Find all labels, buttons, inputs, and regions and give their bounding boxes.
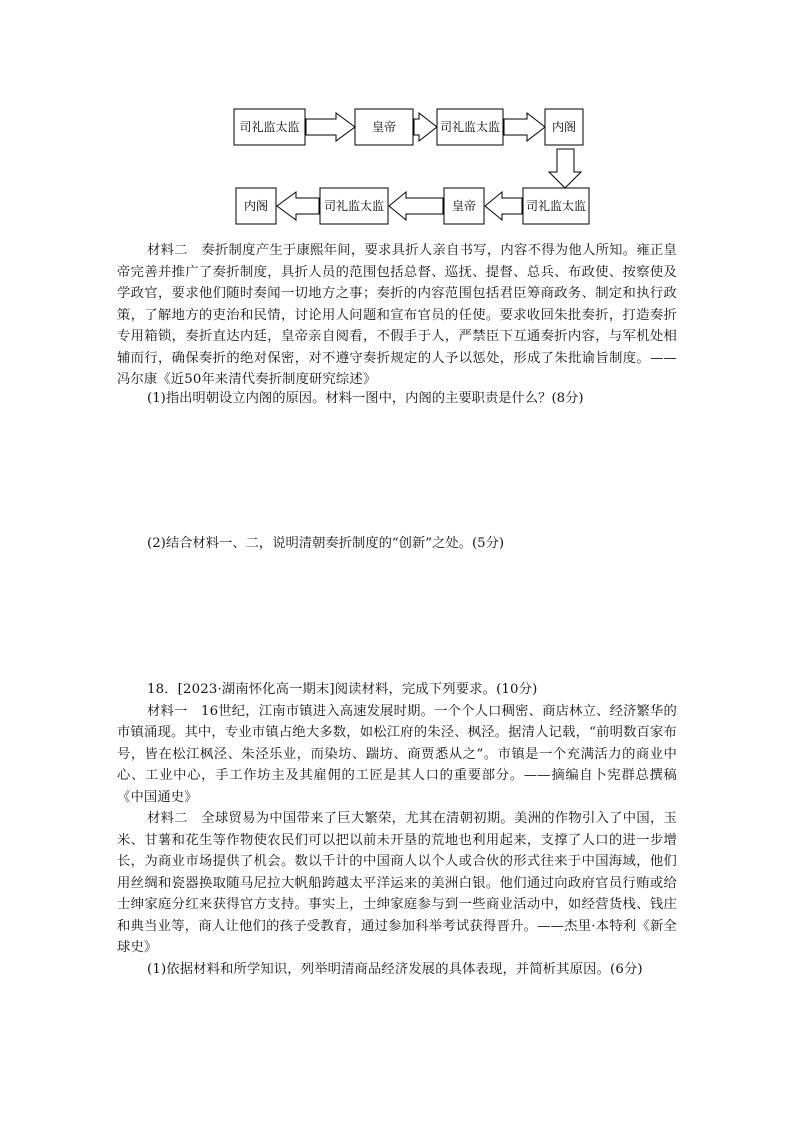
row1-box-4-label: 内阁 [551, 120, 577, 134]
row2-box-4-label: 司礼监太监 [525, 199, 587, 213]
q18-material-2: 材料二 全球贸易为中国带来了巨大繁荣，尤其在清朝初期。美洲的作物引入了中国，玉米、甘薯和花生等作物使农民们可以把以前未开垦的荒地也利用起来，支撑了人口的进一步增长，为商业市场提供了机会。数以千计的中国商人以个人或合伙的形式往来于中国海域，他们用丝绸和瓷器换取随马尼拉大帆船跨越太平洋运来的美洲白银。他们通过向政府官员行贿或给士绅家庭分红来获得官方支持。事实上，士绅家庭参与到一些商业活动中，如经营货栈、钱庄和典当业等，商人让他们的孩子受教育，通过参加科举考试获得晋升。——杰里·本特利《新全球史》 [117, 811, 677, 955]
row1-box-3-label: 司礼监太监 [439, 120, 501, 134]
question-2: (2)结合材料一、二，说明清朝奏折制度的“创新”之处。(5分) [147, 536, 505, 551]
row2-box-3 [444, 188, 484, 224]
arrow-down [549, 149, 581, 188]
row1-box-4 [545, 109, 583, 145]
arrow-left-3 [485, 192, 522, 220]
question-1: (1)指出明朝设立内阁的原因。材料一图中，内阁的主要职责是什么？(8分) [147, 391, 584, 406]
q18-material-1: 材料一 16世纪，江南市镇进入高速发展时期。一个个人口稠密、商店林立、经济繁华的市镇涌现。其中，专业市镇占绝大多数，如松江府的朱泾、枫泾。据清人记载，“前明数百家布号，皆在松江枫泾、朱泾乐业，而染坊、踹坊、商贾悉从之”。市镇是一个充满活力的商业中心、工业中心，手工作坊主及其雇佣的工匠是其人口的重要部分。——摘编自卜宪群总撰稿《中国通史》 [117, 703, 677, 805]
q18-question-1: (1)依据材料和所学知识，列举明清商品经济发展的具体表现，并简析其原因。(6分) [147, 961, 643, 977]
material-2-paragraph [117, 240, 677, 391]
arrow-left-1 [277, 192, 319, 220]
arrow-left-2 [389, 192, 443, 220]
row1-box-1-label: 司礼监太监 [239, 120, 300, 134]
arrow-right-2 [414, 113, 437, 141]
row2-box-2 [320, 188, 388, 224]
arrow-right-3 [504, 113, 545, 141]
arrow-right-1 [306, 113, 355, 141]
process-flow-diagram [0, 0, 794, 240]
material-2-text: 材料二 奏折制度产生于康熙年间，要求具折人亲自书写，内容不得为他人所知。雍正皇帝完善并推广了奏折制度，具折人员的范围包括总督、巡抚、提督、总兵、布政使、按察使及学政官，要求他们随时奏闻一切地方之事；奏折的内容范围包括君臣筹商政务、制定和执行政策，了解地方的吏治和民情，讨论用人问题和宣布官员的任使。要求收回朱批奏折，打造奏折专用箱锁，奏折直达内廷，皇帝亲自阅看，不假手于人，严禁臣下互通奏折内容，与军机处相辅而行，确保奏折的绝对保密，对不遵守奏折规定的人予以惩处，形成了朱批谕旨制度。——冯尔康《近50年来清代奏折制度研究综述》 [117, 243, 677, 387]
row2-box-2-label: 司礼监太监 [323, 199, 385, 213]
question-18-block [117, 679, 677, 980]
row2-box-4 [523, 188, 589, 224]
row1-box-2 [355, 109, 413, 145]
row2-box-1-label: 内阁 [243, 199, 269, 213]
row1-box-2-label: 皇帝 [371, 120, 397, 134]
row2-box-3-label: 皇帝 [451, 199, 477, 213]
row1-box-1 [234, 109, 305, 145]
question-18-header: 18．[2023·湖南怀化高一期末]阅读材料，完成下列要求。(10分) [147, 682, 538, 697]
row2-box-1 [236, 188, 276, 224]
row1-box-3 [437, 109, 503, 145]
